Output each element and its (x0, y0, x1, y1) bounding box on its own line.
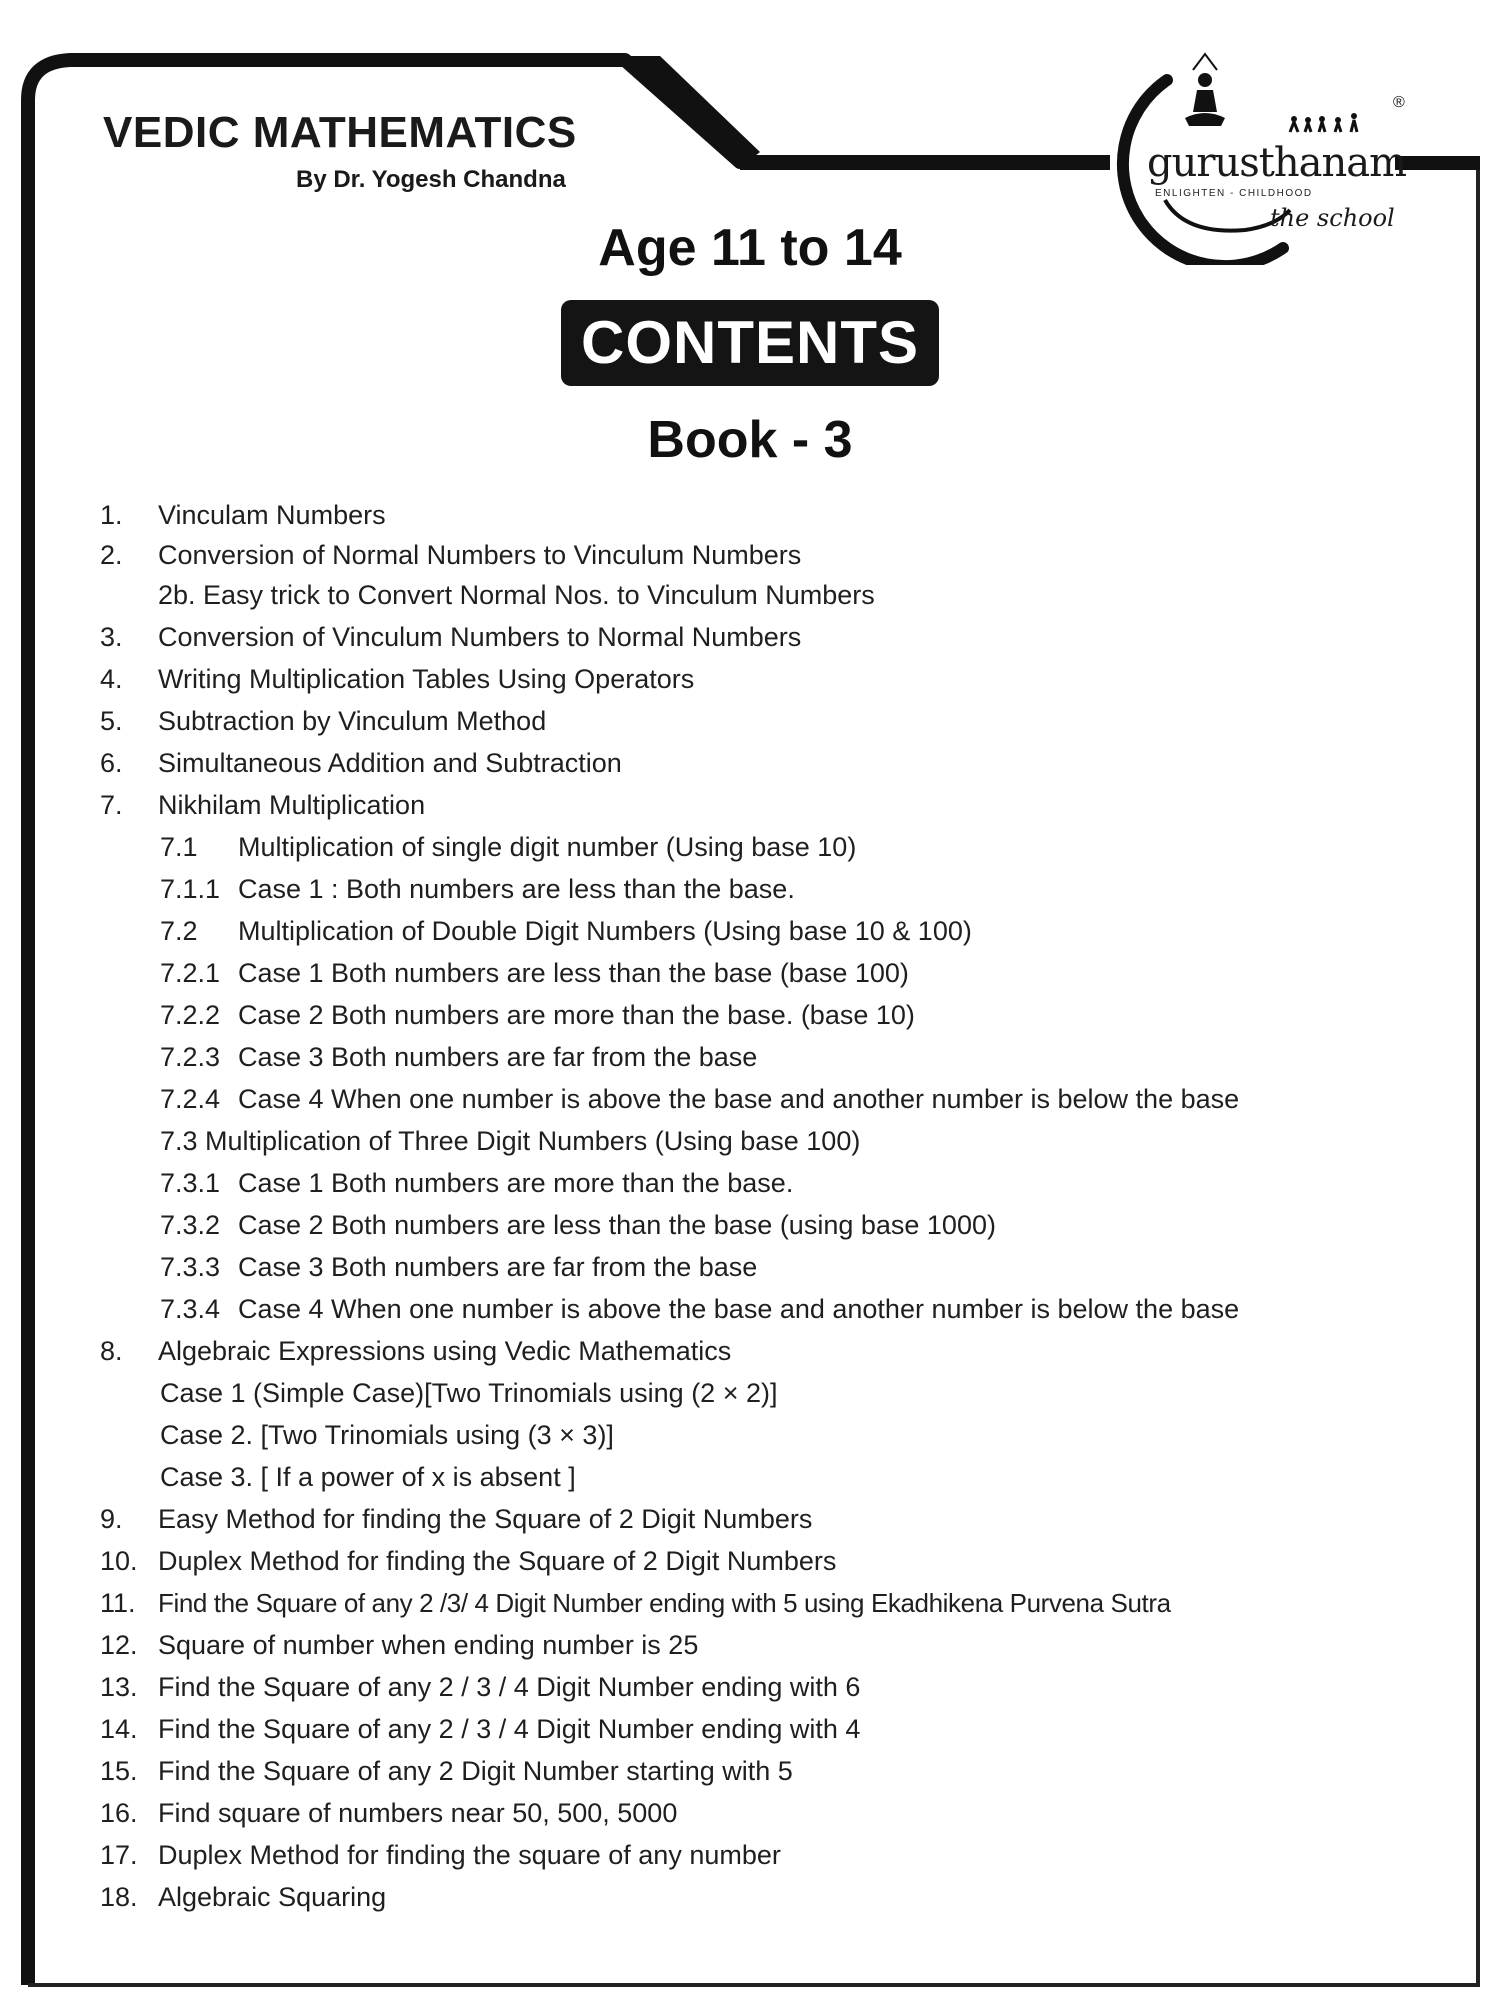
toc-item-number: 1. (100, 500, 123, 530)
toc-item-title: Case 3. [ If a power of x is absent ] (160, 1462, 576, 1492)
contents-heading (0, 300, 1500, 386)
toc-item-number: 9. (100, 1504, 123, 1534)
toc-item-title: Find the Square of any 2 / 3 / 4 Digit Number ending with 4 (158, 1714, 861, 1744)
toc-item-number: 10. (100, 1546, 138, 1576)
author-name: By Dr. Yogesh Chandna (296, 166, 566, 193)
toc-item-number: 7.3.1 (160, 1168, 221, 1198)
registered-mark: ® (1393, 94, 1405, 111)
toc-item-title: Algebraic Expressions using Vedic Mathematics (158, 1336, 732, 1366)
toc-item-title: Duplex Method for finding the square of any number (158, 1840, 781, 1870)
toc-item-number: 7.1.1 (160, 874, 221, 904)
toc-item-title: Square of number when ending number is 25 (158, 1630, 699, 1660)
toc-item-title: Conversion of Vinculum Numbers to Normal Numbers (158, 622, 802, 652)
toc-item-number: 16. (100, 1798, 138, 1828)
toc-item-number: 15. (100, 1756, 138, 1786)
toc-item-title: Find square of numbers near 50, 500, 5000 (158, 1798, 678, 1828)
toc-item-title: Find the Square of any 2 /3/ 4 Digit Number ending with 5 using Ekadhikena Purvena Sutra (158, 1588, 1171, 1618)
toc-item-number: 7.2.4 (160, 1084, 221, 1114)
toc-item-number: 7.1 (160, 832, 198, 862)
toc-item-number: 7.2.1 (160, 958, 221, 988)
toc-item-title: Find the Square of any 2 / 3 / 4 Digit Number ending with 6 (158, 1672, 861, 1702)
toc-item-number: 2. (100, 540, 123, 570)
toc-item-number: 6. (100, 748, 123, 778)
toc-item-number: 5. (100, 706, 123, 736)
logo-tagline: ENLIGHTEN - CHILDHOOD (1155, 188, 1313, 199)
toc-item-title: Simultaneous Addition and Subtraction (158, 748, 622, 778)
toc-item-title: Find the Square of any 2 Digit Number starting with 5 (158, 1756, 793, 1786)
toc-item-number: 11. (100, 1588, 136, 1618)
toc-item-title: Duplex Method for finding the Square of 2 Digit Numbers (158, 1546, 837, 1576)
toc-item-title: Case 4 When one number is above the base and another number is below the base (238, 1084, 1240, 1114)
toc-item-title: Algebraic Squaring (158, 1882, 387, 1912)
toc-item-number: 3. (100, 622, 123, 652)
age-range: Age 11 to 14 (598, 219, 902, 277)
toc-item-number: 7. (100, 790, 123, 820)
toc-item-number: 14. (100, 1714, 138, 1744)
toc-item-title: Writing Multiplication Tables Using Operators (158, 664, 695, 694)
toc-item-title: Nikhilam Multiplication (158, 790, 426, 820)
toc-item-title: Case 2. [Two Trinomials using (3 × 3)] (160, 1420, 614, 1450)
book-title: VEDIC MATHEMATICS (103, 108, 577, 157)
toc-item-number: 7.3.4 (160, 1294, 221, 1324)
toc-item-title: Case 1 (Simple Case)[Two Trinomials using (2 × 2)] (160, 1378, 778, 1408)
toc-item-number: 13. (100, 1672, 138, 1702)
contents-badge: CONTENTS (561, 300, 939, 386)
toc-item-number: 4. (100, 664, 123, 694)
toc-item-number: 18. (100, 1882, 138, 1912)
toc-item-title: Subtraction by Vinculum Method (158, 706, 547, 736)
toc-item-title: Case 2 Both numbers are less than the base (using base 1000) (238, 1210, 996, 1240)
toc-item-number: 7.3.2 (160, 1210, 221, 1240)
toc-item-title: Case 1 : Both numbers are less than the base. (238, 874, 795, 904)
toc-item-title: Case 3 Both numbers are far from the base (238, 1252, 758, 1282)
toc-item-number: 8. (100, 1336, 123, 1366)
toc-item-number: 7.3.3 (160, 1252, 221, 1282)
toc-item-title: 7.3 Multiplication of Three Digit Numbers (Using base 100) (160, 1126, 861, 1156)
toc-item-title: Easy Method for finding the Square of 2 Digit Numbers (158, 1504, 813, 1534)
toc-item-number: 12. (100, 1630, 138, 1660)
toc-item-number: 7.2.2 (160, 1000, 221, 1030)
toc-item-number: 7.2 (160, 916, 198, 946)
toc-item-title: Case 1 Both numbers are less than the base (base 100) (238, 958, 909, 988)
toc-item-title: 2b. Easy trick to Convert Normal Nos. to Vinculum Numbers (158, 580, 875, 610)
logo-wordmark: gurusthanam (1147, 140, 1406, 186)
toc-item-title: Case 3 Both numbers are far from the base (238, 1042, 758, 1072)
toc-item-title: Conversion of Normal Numbers to Vinculum Numbers (158, 540, 802, 570)
toc-item-title: Vinculam Numbers (158, 500, 386, 530)
book-number: Book - 3 (647, 411, 853, 469)
toc-item-title: Multiplication of Double Digit Numbers (Using base 10 & 100) (238, 916, 972, 946)
toc-item-title: Case 2 Both numbers are more than the base. (base 10) (238, 1000, 915, 1030)
toc-item-title: Multiplication of single digit number (Using base 10) (238, 832, 857, 862)
toc-item-title: Case 4 When one number is above the base and another number is below the base (238, 1294, 1240, 1324)
toc-item-number: 17. (100, 1840, 138, 1870)
logo-subtitle: the school (1270, 204, 1395, 232)
toc-item-number: 7.2.3 (160, 1042, 221, 1072)
toc-item-title: Case 1 Both numbers are more than the base. (238, 1168, 794, 1198)
